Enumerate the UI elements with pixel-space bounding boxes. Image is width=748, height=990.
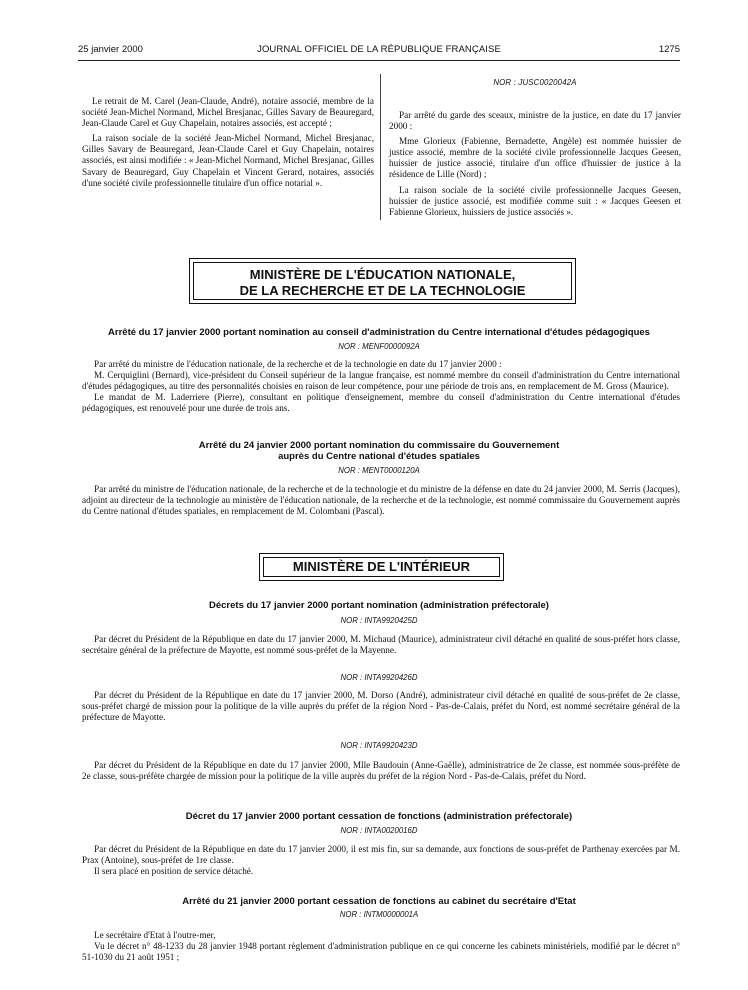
nor-reference: NOR : INTA0020016D (340, 826, 418, 835)
paragraph: La raison sociale de la société Jean-Michel Normand, Michel Bresjanac, Gilles Savary de Beauregard, Jean-Claude Carel et Guy Chapelain, notaires associés, est ainsi modifiée : « Jean-Michel Normand, Michel Bresjanac, Gilles Savary de Beauregard, Guy Chapelain et Vincent Gerard, notaires, associés d'une société civile professionnelle titulaire d'un office notarial ». (82, 133, 374, 188)
right-column (389, 110, 681, 222)
section-heading: Arrêté du 17 janvier 2000 portant nomination au conseil d'administration du Centre international d'études pédagogiques (108, 327, 650, 338)
section-body (82, 634, 680, 656)
paragraph: Par décret du Président de la République en date du 17 janvier 2000, M. Dorso (André), administrateur civil détaché en qualité de sous-préfet de 2e classe, sous-préfet chargé de mission pour la politique de la ville auprès du préfet de la région Nord - Pas-de-Calais, préfet du Nord, est nommé secrétaire général de la préfecture de Mayotte. (82, 690, 680, 722)
section-body (82, 359, 680, 414)
nor-reference: NOR : INTA9920423D (340, 741, 418, 750)
paragraph: Le mandat de M. Laderriere (Pierre), consultant en politique d'enseignement, membre du conseil d'administration du Centre international d'études pédagogiques, est renouvelé pour une durée de trois ans. (82, 392, 680, 413)
section-body (82, 760, 680, 782)
section-heading: Arrêté du 24 janvier 2000 portant nomination du commissaire du Gouvernement auprès du Centre national d'études spatiales (198, 440, 560, 462)
paragraph: Par décret du Président de la République en date du 17 janvier 2000, M. Michaud (Maurice), administrateur civil détaché en qualité de sous-préfet hors classe, secrétaire général de la préfecture de Mayotte, est nommé sous-préfet de la Mayenne. (82, 634, 680, 655)
section-heading: Décrets du 17 janvier 2000 portant nomination (administration préfectorale) (209, 600, 549, 611)
nor-reference: NOR : MENT0000120A (338, 466, 420, 475)
section-heading: Arrêté du 21 janvier 2000 portant cessation de fonctions au cabinet du secrétaire d'Etat (182, 896, 576, 907)
nor-reference: NOR : INTA9920425D (340, 616, 418, 625)
paragraph: Par décret du Président de la République en date du 17 janvier 2000, Mlle Baudouin (Anne-Gaëlle), administratrice de 2e classe, est nommée sous-préfète de 2e classe, sous-préfète chargée de mission pour la politique de la ville auprès du préfet de la région Nord - Pas-de-Calais, préfet du Nord. (82, 760, 680, 781)
section-body (82, 690, 680, 723)
paragraph: Le secrétaire d'Etat à l'outre-mer, (94, 930, 216, 940)
section-heading: Décret du 17 janvier 2000 portant cessation de fonctions (administration préfectorale) (185, 811, 573, 822)
section-body (82, 484, 680, 517)
paragraph: Par arrêté du ministre de l'éducation nationale, de la recherche et de la technologie en date du 17 janvier 2000 : (94, 359, 502, 369)
nor-reference: NOR : JUSC0020042A (493, 78, 577, 87)
paragraph: Vu le décret n° 48-1233 du 28 janvier 1948 portant règlement d'administration publique en ce qui concerne les cabinets ministériels, modifié par le décret n° 51-1030 du 21 août 1951 ; (82, 941, 680, 962)
ministry-title-box (259, 553, 504, 581)
header-date: 25 janvier 2000 (78, 44, 143, 55)
section-body (82, 844, 680, 877)
journal-title: JOURNAL OFFICIEL DE LA RÉPUBLIQUE FRANÇAISE (257, 44, 501, 55)
nor-reference: NOR : INTM0000001A (339, 910, 419, 919)
paragraph: M. Cerquiglini (Bernard), vice-président du Conseil supérieur de la langue française, est nommé membre du conseil d'administration du Centre international d'études pédagogiques, au titre des personnalités choisies en raison de leur compétence, pour une période de trois ans, en remplacement de M. Gross (Maurice). (82, 370, 680, 391)
header-rule (78, 60, 680, 61)
ministry-title-line: MINISTÈRE DE L'INTÉRIEUR (292, 559, 471, 574)
paragraph: Par décret du Président de la République en date du 17 janvier 2000, il est mis fin, sur sa demande, aux fonctions de sous-préfet de Parthenay exercées par M. Prax (Antoine), sous-préfet de 1re classe. (82, 844, 680, 865)
ministry-title-line: MINISTÈRE DE L'ÉDUCATION NATIONALE, (249, 267, 516, 282)
paragraph: Le retrait de M. Carel (Jean-Claude, André), notaire associé, membre de la société Jean-Michel Normand, Michel Bresjanac, Gilles Savary de Beauregard, Jean-Claude Carel et Guy Chapelain, notaires associés, est accepté ; (82, 96, 374, 129)
ministry-title-box (189, 258, 576, 304)
left-column (82, 96, 374, 193)
nor-reference: NOR : INTA9920426D (340, 673, 418, 682)
nor-reference: NOR : MENF0000092A (338, 342, 420, 351)
paragraph: Mme Glorieux (Fabienne, Bernadette, Angèle) est nommée huissier de justice associé, membre de la société civile professionnelle Jacques Geesen, huissier de justice associé, titulaire d'un office d'huissier de justice à la résidence de Lille (Nord) ; (389, 136, 681, 180)
page-header (78, 44, 680, 58)
paragraph: Par arrêté du garde des sceaux, ministre de la justice, en date du 17 janvier 2000 : (389, 110, 681, 132)
page-number: 1275 (658, 44, 680, 55)
paragraph: La raison sociale de la société civile professionnelle Jacques Geesen, huissier de justice associé, est modifiée comme suit : « Jacques Geesen et Fabienne Glorieux, huissiers de justice associés ». (389, 184, 681, 217)
paragraph: Il sera placé en position de service détaché. (94, 866, 254, 876)
section-body (82, 930, 680, 963)
column-divider (380, 74, 381, 220)
ministry-title-line: DE LA RECHERCHE ET DE LA TECHNOLOGIE (239, 283, 526, 298)
paragraph: Par arrêté du ministre de l'éducation nationale, de la recherche et de la technologie et du ministre de la défense en date du 24 janvier 2000, M. Serris (Jacques), adjoint au directeur de la technologie au ministère de l'éducation nationale, de la recherche et de la technologie, est nommé commissaire du Gouvernement auprès du Centre national d'études spatiales, en remplacement de M. Colombani (Pascal). (82, 484, 680, 516)
